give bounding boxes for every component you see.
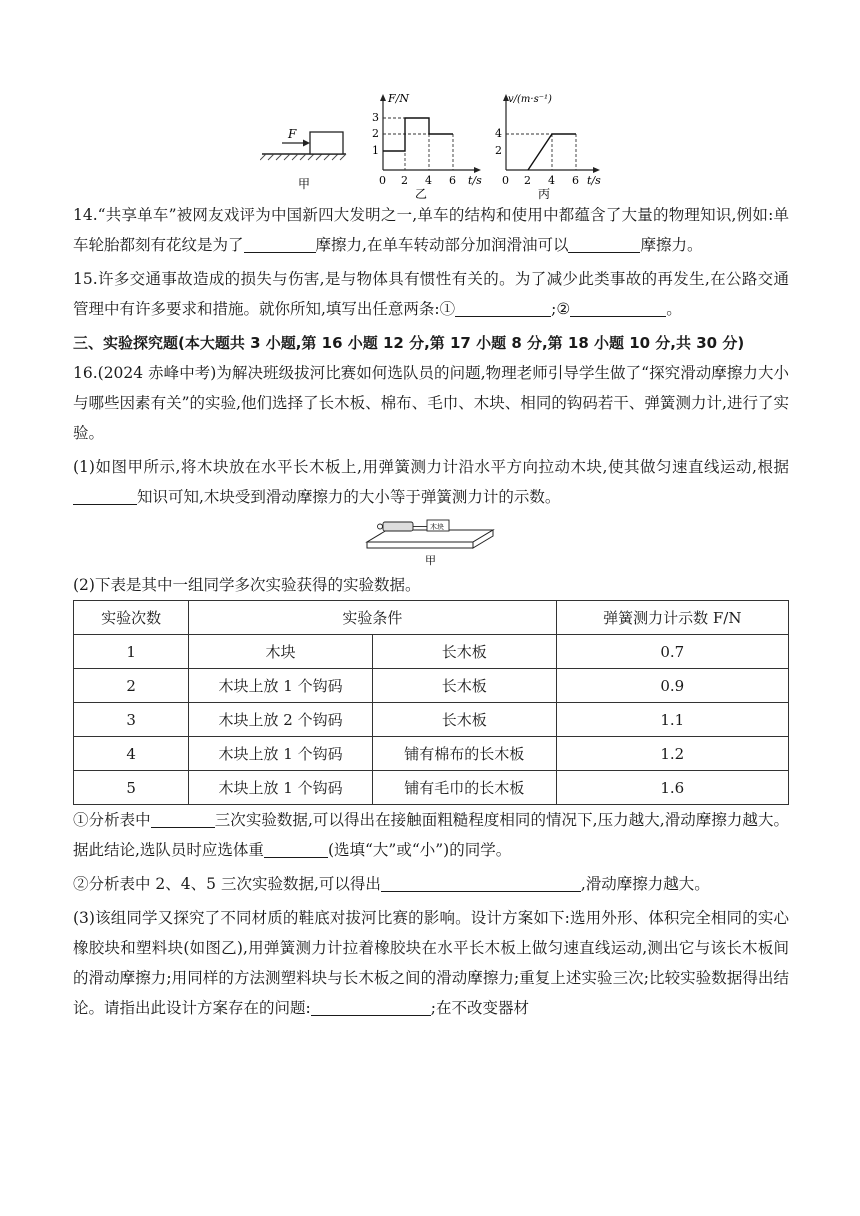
bing-y-axis-label: v/(m·s⁻¹) xyxy=(508,94,552,105)
cell-load: 木块上放 1 个钩码 xyxy=(189,737,373,771)
table-row xyxy=(74,635,789,669)
q16-s1-blank-2[interactable] xyxy=(264,839,328,858)
table-row xyxy=(74,669,789,703)
cell-force: 1.2 xyxy=(556,737,788,771)
q16-p1-blank[interactable] xyxy=(73,486,137,505)
bing-x-tick-4: 4 xyxy=(548,174,555,187)
yi-y-tick-2: 2 xyxy=(372,127,379,140)
question-16-sub-2 xyxy=(73,869,789,899)
figure-bing-graph xyxy=(488,88,613,200)
question-14 xyxy=(73,200,789,260)
question-16-intro: 16.(2024 赤峰中考)为解决班级拔河比赛如何选队员的问题,物理老师引导学生做了“探究滑动摩擦力大小与哪些因素有关”的实验,他们选择了长木板、棉布、毛巾、木块、相同的钩码若干、弹簧测力计,进行了实验。 xyxy=(73,364,789,442)
yi-x-tick-6: 6 xyxy=(449,174,456,187)
cell-force: 0.7 xyxy=(556,635,788,669)
yi-x-axis-label: t/s xyxy=(468,174,482,187)
q16-p3-text-2: ;在不改变器材 xyxy=(430,999,529,1017)
apparatus-figure xyxy=(73,512,789,570)
q16-s1-text-1: ①分析表中 xyxy=(73,811,151,829)
table-row xyxy=(74,737,789,771)
q16-p3-blank[interactable] xyxy=(311,997,431,1016)
bing-y-tick-2: 2 xyxy=(495,144,502,157)
q16-p1-text-1: (1)如图甲所示,将木块放在水平长木板上,用弹簧测力计沿水平方向拉动木块,使其做匀速直线运动,根据 xyxy=(73,458,789,476)
q16-s1-blank-1[interactable] xyxy=(151,809,215,828)
yi-x-tick-4: 4 xyxy=(425,174,432,187)
spring-scale-apparatus xyxy=(361,514,501,570)
q16-p3-text-1: (3)该组同学又探究了不同材质的鞋底对拔河比赛的影响。设计方案如下:选用外形、体积完全相同的实心橡胶块和塑料块(如图乙),用弹簧测力计拉着橡胶块在水平长木板上做匀速直线运动,测出它与该长木板间的滑动摩擦力;用同样的方法测塑料块与长木板之间的滑动摩擦力;重复上述实验三次;比较实验数据得出结论。请指出此设计方案存在的问题: xyxy=(73,909,789,1017)
bing-x-tick-2: 2 xyxy=(524,174,531,187)
experiment-data-table xyxy=(73,600,789,805)
cell-force: 0.9 xyxy=(556,669,788,703)
header-conditions: 实验条件 xyxy=(189,601,556,635)
cell-surface: 长木板 xyxy=(372,635,556,669)
yi-y-tick-1: 1 xyxy=(372,144,379,157)
question-16-part-2: (2)下表是其中一组同学多次实验获得的实验数据。 xyxy=(73,576,421,594)
bing-x-tick-0: 0 xyxy=(502,174,509,187)
question-16-sub-1 xyxy=(73,805,789,865)
cell-force: 1.1 xyxy=(556,703,788,737)
yi-y-axis-label: F/N xyxy=(388,92,409,105)
q16-s1-text-3: (选填“大”或“小”)的同学。 xyxy=(327,841,512,859)
figure-bing-label: 丙 xyxy=(538,187,551,200)
cell-trial: 2 xyxy=(74,669,189,703)
q14-text-3: 摩擦力。 xyxy=(640,236,703,254)
figure-row xyxy=(250,88,610,200)
cell-trial: 5 xyxy=(74,771,189,805)
yi-x-tick-2: 2 xyxy=(401,174,408,187)
apparatus-label: 甲 xyxy=(425,554,436,567)
force-label: F xyxy=(288,127,297,141)
q14-text-1: 14.“共享单车”被网友戏评为中国新四大发明之一,单车的结构和使用中都蕴含了大量的物理知识,例如:单车轮胎都刻有花纹是为了 xyxy=(73,206,789,254)
q15-text-3: 。 xyxy=(666,300,682,318)
cell-force: 1.6 xyxy=(556,771,788,805)
yi-x-tick-0: 0 xyxy=(379,174,386,187)
yi-y-tick-3: 3 xyxy=(372,111,379,124)
q15-text-2: ;② xyxy=(551,300,571,318)
figure-yi-label: 乙 xyxy=(415,187,428,200)
table-row xyxy=(74,771,789,805)
bing-x-axis-label: t/s xyxy=(587,174,601,187)
table-header-row xyxy=(74,601,789,635)
cell-load: 木块上放 1 个钩码 xyxy=(189,669,373,703)
q16-p1-text-2: 知识可知,木块受到滑动摩擦力的大小等于弹簧测力计的示数。 xyxy=(137,488,561,506)
question-content xyxy=(73,200,789,1023)
question-16-part-3 xyxy=(73,903,789,1023)
q16-s2-blank[interactable] xyxy=(381,873,581,892)
q14-blank-1[interactable] xyxy=(244,234,316,253)
q15-blank-2[interactable] xyxy=(570,298,666,317)
cell-load: 木块 xyxy=(189,635,373,669)
q16-s1-text-2: 三次实验数据,可以得出在接触面粗糙程度相同的情况下,压力越大,滑动摩擦力越大。据此结论,选队员时应选体重 xyxy=(73,811,789,859)
q15-blank-1[interactable] xyxy=(455,298,551,317)
cell-load: 木块上放 2 个钩码 xyxy=(189,703,373,737)
q15-text-1: 15.许多交通事故造成的损失与伤害,是与物体具有惯性有关的。为了减少此类事故的再发生,在公路交通管理中有许多要求和措施。就你所知,填写出任意两条:① xyxy=(73,270,789,318)
header-reading: 弹簧测力计示数 F/N xyxy=(556,601,788,635)
question-15 xyxy=(73,264,789,324)
figure-yi-graph xyxy=(365,88,490,200)
cell-surface: 铺有棉布的长木板 xyxy=(372,737,556,771)
figure-jia-label: 甲 xyxy=(298,177,311,191)
q14-text-2: 摩擦力,在单车转动部分加润滑油可以 xyxy=(315,236,569,254)
cell-trial: 4 xyxy=(74,737,189,771)
cell-trial: 1 xyxy=(74,635,189,669)
cell-surface: 铺有毛巾的长木板 xyxy=(372,771,556,805)
header-trial: 实验次数 xyxy=(74,601,189,635)
section-3-heading: 三、实验探究题(本大题共 3 小题,第 16 小题 12 分,第 17 小题 8 分,第 18 小题 10 分,共 30 分) xyxy=(73,334,745,352)
bing-y-tick-4: 4 xyxy=(495,127,502,140)
cell-surface: 长木板 xyxy=(372,669,556,703)
cell-load: 木块上放 1 个钩码 xyxy=(189,771,373,805)
question-16-part-1 xyxy=(73,452,789,512)
block-label: 木块 xyxy=(430,523,444,531)
q16-s2-text-1: ②分析表中 2、4、5 三次实验数据,可以得出 xyxy=(73,875,381,893)
cell-surface: 长木板 xyxy=(372,703,556,737)
bing-x-tick-6: 6 xyxy=(572,174,579,187)
figure-jia xyxy=(260,88,350,200)
table-row xyxy=(74,703,789,737)
q14-blank-2[interactable] xyxy=(568,234,640,253)
cell-trial: 3 xyxy=(74,703,189,737)
q16-s2-text-2: ,滑动摩擦力越大。 xyxy=(580,875,710,893)
